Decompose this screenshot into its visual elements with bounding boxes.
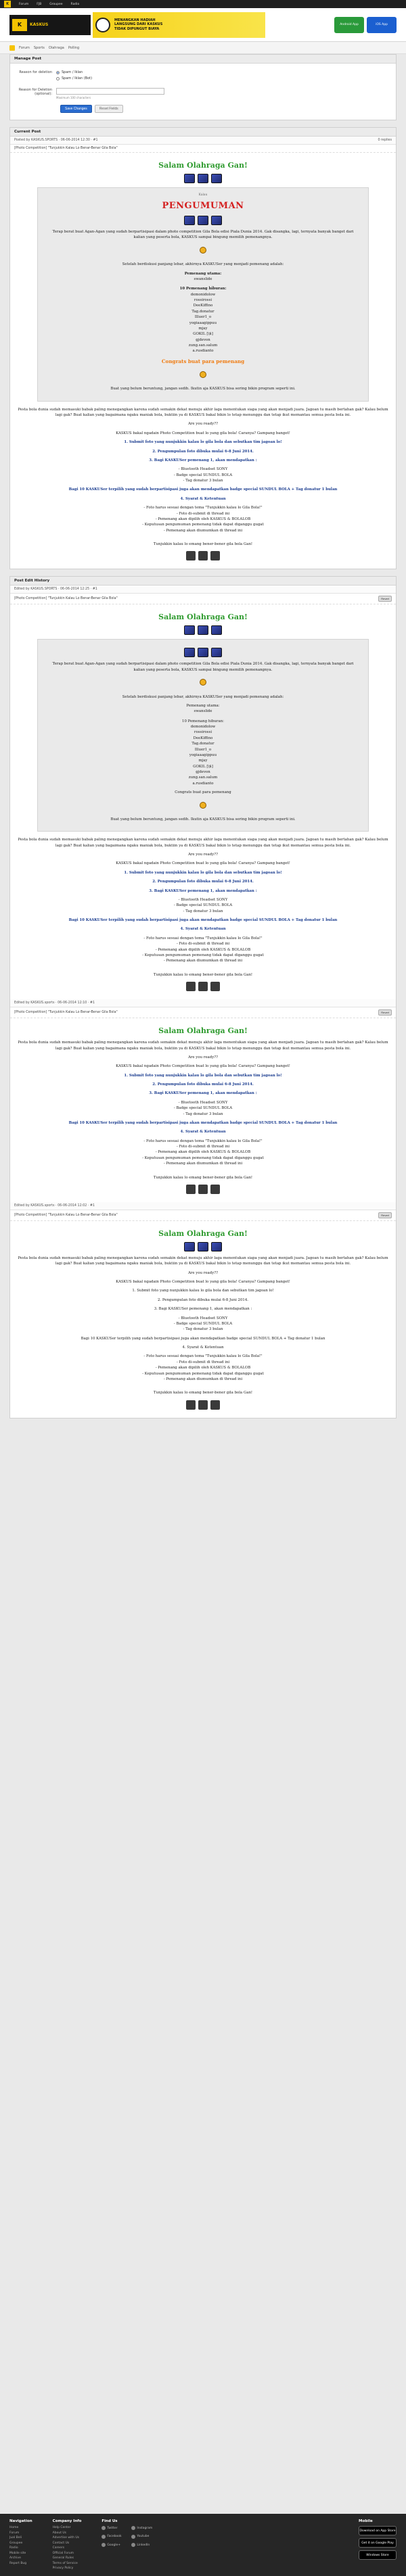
rule-5c: - Pemenang akan dipilih oleh KASKUS & BOLALOB xyxy=(155,517,251,521)
winner-name: gjdevon xyxy=(196,770,210,775)
footer-link[interactable]: Help Center xyxy=(52,2526,71,2529)
closing-text: Tunjukkin kalau lo emang bener-bener gila bola Gan! xyxy=(153,1175,253,1180)
reason-option: Spam / Iklan (Bot) xyxy=(62,76,93,80)
signature-image xyxy=(186,982,196,991)
winner-name: rossirossi xyxy=(194,730,212,735)
greeting-heading: Salam Olahraga Gan! xyxy=(158,1026,248,1036)
consolation-title: 10 Pemenang hiburan: xyxy=(182,719,224,723)
rule-3a: - Bluetooth Headset SONY xyxy=(178,897,228,902)
team-logo xyxy=(211,1242,222,1251)
panel-title: Manage Post xyxy=(10,55,396,64)
rule-5c: - Pemenang akan dipilih oleh KASKUS & BOLALOB xyxy=(155,1150,251,1155)
rule-5a: - Foto harus sesuai dengan tema "Tunjukkin kalau lo Gila Bola!" xyxy=(143,1354,263,1359)
social-googleplus[interactable]: Google+ xyxy=(102,2543,129,2547)
rule-2: 2. Pengumpulan foto dibuka mulai 6-8 Juni 2014. xyxy=(158,1297,248,1302)
breadcrumb-item[interactable]: Polling xyxy=(68,45,80,50)
body-paragraph: Pesta bola dunia sudah memasuki babak paling menegangkan karena sudah semakin dekat menuju akhir laga menentukan siapa yang akan menjadi juara. Jagoan tu masih bertahan gak? Kalau belum lagi gak? Buat kalian yang bagaimana ngaku maniak bola, buktiin ya di KASKUS bakal bikin lo tetap menunggu dan tetap ikut memantau semua pesta bola ini. xyxy=(18,838,388,848)
rule-3: 3. Bagi KASKUSer pemenang 1, akan mendapatkan : xyxy=(149,458,257,462)
winner-name: Tag.donatur xyxy=(191,309,215,314)
rule-3c: - Tag donatur 3 bulan xyxy=(183,909,223,913)
post-replies: 0 replies xyxy=(378,139,392,142)
footer-link[interactable]: Report Bug xyxy=(9,2561,27,2565)
rule-2: 2. Pengumpulan foto dibuka mulai 6-8 Juni 2014. xyxy=(152,1082,254,1087)
footer-link[interactable]: Groupee xyxy=(9,2541,23,2545)
footer-heading: Company Info xyxy=(52,2519,82,2523)
ready-text: Are you ready?? xyxy=(187,1055,219,1059)
team-logo xyxy=(211,174,222,183)
rule-5a: - Foto harus sesuai dengan tema "Tunjukkin kalau lo Gila Bola!" xyxy=(143,1139,263,1143)
winner-name: DeeKiffino xyxy=(193,304,213,308)
history-subject: [Photo Competition] "Tunjukkin Kalau Lo Benar-Benar Gila Bola" xyxy=(14,597,118,601)
winner-name: mjay xyxy=(198,326,208,331)
ready-text-2: KASKUS bakal ngadain Photo Competition buat lo yang gila bola! Caranya? Gampang banget! xyxy=(116,1280,290,1285)
team-logo xyxy=(184,174,195,183)
footer-heading: Mobile xyxy=(359,2519,373,2523)
current-post-panel xyxy=(9,127,397,569)
ready-text: Are you ready?? xyxy=(187,422,219,427)
footer-link[interactable]: Privacy Policy xyxy=(52,2567,74,2570)
footer-link[interactable]: Radio xyxy=(9,2546,18,2550)
winner-name: yogiaaagippuu xyxy=(189,320,217,325)
signature-image xyxy=(198,982,208,991)
rule-3b: - Badge special SUNDUL BOLA xyxy=(173,1106,233,1111)
rule-4: Bagi 10 KASKUSer terpilih yang sudah berpartisipasi juga akan mendapatkan badge special SUNDUL BOLA + Tag donatur 1 bulan xyxy=(68,918,338,923)
main-winner-name: swanslide xyxy=(194,277,212,281)
soccer-ball-icon xyxy=(95,18,110,32)
revert-button[interactable]: Revert xyxy=(378,596,392,602)
announcement-box xyxy=(37,187,369,402)
main-winner-title: Pemenang utama: xyxy=(184,271,222,276)
team-logo xyxy=(198,216,208,225)
team-logo xyxy=(184,648,195,657)
outro-text: Buat yang belum beruntung, jangan sedih. Ikutin aja KASKUS bisa sering bikin program seperti ini. xyxy=(110,387,296,391)
rule-3b: - Badge special SUNDUL BOLA xyxy=(173,473,233,477)
rule-3: 3. Bagi KASKUSer pemenang 1, akan mendapatkan : xyxy=(149,888,257,893)
brand-mark: K xyxy=(12,19,27,31)
winner-name: GOKIL [\$] xyxy=(193,764,213,769)
team-logo xyxy=(184,1242,195,1251)
footer-link[interactable]: Forum xyxy=(9,2531,20,2535)
android-app-badge[interactable]: Android App xyxy=(334,17,364,33)
breadcrumb-item[interactable]: Forum xyxy=(19,45,30,50)
winner-name: yogiaaagippuu xyxy=(189,753,217,757)
rule-5a: - Foto harus sesuai dengan tema "Tunjukkin kalau lo Gila Bola!" xyxy=(143,936,263,940)
signature-image xyxy=(210,1400,220,1410)
revert-button[interactable]: Revert xyxy=(378,1009,392,1016)
footer-link[interactable]: Advertise with Us xyxy=(52,2536,79,2539)
signature-image xyxy=(186,1185,196,1194)
rule-5b: - Foto di-submit di thread ini xyxy=(176,511,230,516)
windows-store-button[interactable]: Windows Store xyxy=(359,2550,397,2560)
reason-radio-bot[interactable] xyxy=(56,77,60,80)
twitter-icon xyxy=(102,2526,106,2530)
banner-line-1: MENANGKAN HADIAH xyxy=(114,18,156,22)
winner-name: zung.san.salum xyxy=(188,343,218,348)
announcement-title: PENGUMUMAN xyxy=(162,200,244,211)
rule-5d: - Keputusan pengumuman pemenang tidak dapat diganggu gugat xyxy=(142,953,264,957)
rule-3a: - Bluetooth Headset SONY xyxy=(178,1100,228,1105)
team-logo xyxy=(211,648,222,657)
footer-link[interactable]: Official Forum xyxy=(52,2551,74,2555)
team-logo xyxy=(211,216,222,225)
rule-5b: - Foto di-submit di thread ini xyxy=(176,1145,230,1149)
edit-history-panel xyxy=(9,576,397,1418)
signature-image xyxy=(198,551,208,560)
brand-logo[interactable] xyxy=(9,15,91,35)
linkedin-icon xyxy=(131,2543,135,2547)
social-youtube[interactable]: Youtube xyxy=(131,2535,158,2539)
footer-link[interactable]: Archive xyxy=(9,2556,21,2560)
winner-name: mjay xyxy=(198,759,208,763)
rule-5e: - Pemenang akan diumumkan di thread ini xyxy=(163,1162,243,1166)
site-footer xyxy=(0,2514,406,2576)
rule-5e: - Pemenang akan diumumkan di thread ini xyxy=(163,1377,243,1381)
smiley-icon xyxy=(200,247,206,254)
rule-3a: - Bluetooth Headset SONY xyxy=(178,1316,228,1320)
winner-name: demonidolow xyxy=(190,725,216,730)
smiley-icon xyxy=(200,802,206,809)
footer-link[interactable]: Contact Us xyxy=(52,2541,70,2545)
revert-button[interactable]: Revert xyxy=(378,1212,392,1218)
facebook-icon xyxy=(102,2535,106,2539)
signature-image xyxy=(198,1400,208,1410)
rule-1: 1. Submit foto yang nunjukkin kalau lo gila bola dan sebutkan tim jagoan lo! xyxy=(132,1289,274,1293)
footer-link[interactable]: Terms of Service xyxy=(52,2561,78,2565)
social-linkedin[interactable]: LinkedIn xyxy=(131,2543,158,2547)
rule-3b: - Badge special SUNDUL BOLA xyxy=(173,903,233,908)
rule-5: 4. Syarat & Ketentuan xyxy=(182,1345,224,1350)
announcement-intro: Terap berat buat Agan-Agan yang sudah berpartisipasi dalam photo competition Gila Bola edisi Piala Dunia 2014. Gak disangka, lagi, ternyata banyak banget dari kalian yang peserta bola, KASKUS sampai bingung memilih pemenangnya. xyxy=(52,230,354,240)
rule-3c: - Tag donatur 3 bulan xyxy=(183,1327,223,1332)
instagram-icon xyxy=(131,2526,135,2530)
deletion-hint: Maximum 100 characters xyxy=(56,96,91,99)
nav-groupee[interactable]: Groupee xyxy=(49,2,63,6)
rule-3c: - Tag donatur 3 bulan xyxy=(183,479,223,483)
winner-name: rossirossi xyxy=(194,298,212,303)
rule-2: 2. Pengumpulan foto dibuka mulai 6-8 Juni 2014. xyxy=(152,880,254,884)
googleplus-icon xyxy=(102,2543,106,2547)
footer-heading: Find Us xyxy=(102,2519,118,2523)
footer-link[interactable]: Home xyxy=(9,2526,19,2529)
congrats-text: Congrats buat para pemenang xyxy=(175,790,231,795)
ready-text-2: KASKUS bakal ngadain Photo Competition buat lo yang gila bola! Caranya? Gampang banget! xyxy=(116,1064,290,1069)
announcement-discussion: Setelah berdiskusi panjang lebar, akhirnya KASKUSer yang menjadi pemenang adalah: xyxy=(122,694,284,699)
post-meta: Posted by KASKUS.SPORTS · 06-06-2014 12:30 · #1 xyxy=(14,139,98,142)
rule-3: 3. Bagi KASKUSer pemenang 1, akan mendapatkan : xyxy=(154,1307,252,1312)
rule-4: Bagi 10 KASKUSer terpilih yang sudah berpartisipasi juga akan mendapatkan badge special SUNDUL BOLA + Tag donatur 1 bulan xyxy=(81,1336,325,1341)
site-header xyxy=(0,8,406,42)
promo-banner[interactable] xyxy=(93,12,265,38)
team-logo xyxy=(198,1242,208,1251)
greeting-heading: Salam Olahraga Gan! xyxy=(158,161,248,170)
kaskus-logo[interactable]: K xyxy=(4,1,11,7)
ios-app-badge[interactable]: iOS App xyxy=(367,17,397,33)
signature-image xyxy=(210,551,220,560)
body-paragraph: Pesta bola dunia sudah memasuki babak paling menegangkan karena sudah semakin dekat menuju akhir laga menentukan siapa yang akan menjadi juara. Jagoan tu masih bertahan gak? Kalau belum lagi gak? Buat kalian yang bagaimana ngaku maniak bola, buktiin ya di KASKUS bakal bikin lo tetap menunggu dan tetap ikut memantau semua pesta bola ini. xyxy=(18,1256,388,1266)
main-winner-title: Pemenang utama: xyxy=(186,703,220,708)
logo-row xyxy=(17,174,389,183)
rule-5d: - Keputusan pengumuman pemenang tidak dapat diganggu gugat xyxy=(142,523,264,527)
rule-3c: - Tag donatur 3 bulan xyxy=(183,1112,223,1116)
rule-1: 1. Submit foto yang nunjukkin kalau lo gila bola dan sebutkan tim jagoan lo! xyxy=(124,440,282,445)
announcement-intro: Terap berat buat Agan-Agan yang sudah berpartisipasi dalam photo competition Gila Bola edisi Piala Dunia 2014. Gak disangka, lagi, ternyata banyak banget dari kalian yang peserta bola, KASKUS sampai bingung memilih pemenangnya. xyxy=(52,662,354,672)
nav-radio[interactable]: Radio xyxy=(70,2,80,6)
nav-fjb[interactable]: FJB xyxy=(37,2,42,6)
ready-text-2: KASKUS bakal ngadain Photo Competition buat lo yang gila bola! Caranya? Gampang banget! xyxy=(116,431,290,435)
winner-name: Tag.donatur xyxy=(191,742,215,746)
rule-3b: - Badge special SUNDUL BOLA xyxy=(173,1321,233,1326)
rule-3a: - Bluetooth Headset SONY xyxy=(178,467,228,472)
small-heading: Kalau xyxy=(198,193,208,197)
closing-text: Tunjukkin kalau lo emang bener-bener gila bola Gan! xyxy=(153,972,253,977)
social-twitter[interactable]: Twitter xyxy=(102,2526,129,2530)
winner-name: gjdevon xyxy=(196,337,210,342)
banner-line-3: TIDAK DIPUNGUT BIAYA xyxy=(114,26,160,31)
smiley-icon xyxy=(200,371,206,378)
rule-5e: - Pemenang akan diumumkan di thread ini xyxy=(163,959,243,963)
footer-link[interactable]: Mobile site xyxy=(9,2551,26,2555)
closing-text: Tunjukkin kalau lo emang bener-bener gila bola Gan! xyxy=(153,1391,253,1396)
google-play-button[interactable]: Get it on Google Play xyxy=(359,2538,397,2548)
team-logo xyxy=(184,216,195,225)
rule-5c: - Pemenang akan dipilih oleh KASKUS & BOLALOB xyxy=(155,947,251,952)
app-store-button[interactable]: Download on App Store xyxy=(359,2526,397,2535)
ready-text: Are you ready?? xyxy=(187,853,219,857)
team-logo xyxy=(198,648,208,657)
history-subject: [Photo Competition] "Tunjukkin Kalau Lo Benar-Benar Gila Bola" xyxy=(14,1213,118,1217)
signature-image xyxy=(210,1185,220,1194)
history-subject: [Photo Competition] "Tunjukkin Kalau Lo Benar-Benar Gila Bola" xyxy=(14,1011,118,1015)
deletion-reason-input[interactable] xyxy=(56,88,164,95)
body-paragraph: Pesta bola dunia sudah memasuki babak paling menegangkan karena sudah semakin dekat menuju akhir laga menentukan siapa yang akan menjadi juara. Jagoan tu masih bertahan gak? Kalau belum lagi gak? Buat kalian yang bagaimana ngaku maniak bola, buktiin ya di KASKUS bakal bikin lo tetap menunggu dan tetap ikut memantau semua pesta bola ini. xyxy=(18,1041,388,1051)
history-meta: Edited by KASKUS.sports · 06-06-2014 12:10 · #1 xyxy=(14,1001,95,1005)
history-meta: Edited by KASKUS.SPORTS · 06-06-2014 12:25 · #1 xyxy=(14,588,97,592)
save-changes-button[interactable]: Save Changes xyxy=(60,105,92,113)
footer-link[interactable]: Careers xyxy=(52,2546,65,2550)
winner-name: DeeKiffino xyxy=(193,736,213,740)
footer-link[interactable]: Jual Beli xyxy=(9,2536,22,2539)
ready-text-2: KASKUS bakal ngadain Photo Competition buat lo yang gila bola! Caranya? Gampang banget! xyxy=(116,861,290,866)
rule-5: 4. Syarat & Ketentuan xyxy=(180,496,226,501)
ready-text: Are you ready?? xyxy=(187,1270,219,1275)
announcement-box xyxy=(37,639,369,832)
rule-1: 1. Submit foto yang nunjukkin kalau lo gila bola dan sebutkan tim jagoan lo! xyxy=(124,870,282,875)
breadcrumb-item[interactable]: Olahraga xyxy=(48,45,64,50)
footer-link[interactable]: General Rules xyxy=(52,2556,74,2560)
reason-radio-spam[interactable] xyxy=(56,71,60,74)
rule-4: Bagi 10 KASKUSer terpilih yang sudah berpartisipasi juga akan mendapatkan badge special SUNDUL BOLA + Tag donatur 1 bulan xyxy=(68,1120,338,1125)
winner-name: Illuer1_o xyxy=(194,315,212,320)
manage-post-panel xyxy=(9,54,397,120)
rule-5d: - Keputusan pengumuman pemenang tidak dapat diganggu gugat xyxy=(142,1155,264,1160)
panel-title: Post Edit History xyxy=(10,577,396,586)
panel-title: Current Post xyxy=(10,128,396,137)
outro-text: Buat yang belum beruntung, jangan sedih. Ikutin aja KASKUS bisa sering bikin program seperti ini. xyxy=(110,817,296,821)
post-subject: [Photo Competition] "Tunjukkin Kalau Lo Benar-Benar Gila Bola" xyxy=(14,147,118,150)
team-logo xyxy=(198,625,208,635)
rule-5: 4. Syarat & Ketentuan xyxy=(180,927,226,932)
team-logo xyxy=(211,625,222,635)
rule-3: 3. Bagi KASKUSer pemenang 1, akan mendapatkan : xyxy=(149,1091,257,1096)
top-navigation xyxy=(0,0,406,8)
smiley-icon xyxy=(200,679,206,686)
rule-5e: - Pemenang akan diumumkan di thread ini xyxy=(163,528,243,533)
winner-name: demonidolow xyxy=(190,292,216,297)
closing-text: Tunjukkin kalau lo emang bener-bener gila bola Gan! xyxy=(153,542,253,547)
social-facebook[interactable]: Facebook xyxy=(102,2535,129,2539)
footer-link[interactable]: About Us xyxy=(52,2531,67,2535)
home-icon[interactable] xyxy=(9,45,15,51)
team-logo xyxy=(184,625,195,635)
rule-5a: - Foto harus sesuai dengan tema "Tunjukkin kalau lo Gila Bola!" xyxy=(143,506,263,510)
history-meta: Edited by KASKUS.sports · 06-06-2014 12:02 · #1 xyxy=(14,1203,95,1208)
reason-label: Reason for deletion xyxy=(19,70,52,74)
rule-4: Bagi 10 KASKUSer terpilih yang sudah berpartisipasi juga akan mendapatkan badge special SUNDUL BOLA + Tag donatur 1 bulan xyxy=(68,487,338,492)
signature-image xyxy=(186,1400,196,1410)
rule-5b: - Foto di-submit di thread ini xyxy=(176,1360,230,1364)
social-instagram[interactable]: Instagram xyxy=(131,2526,158,2530)
rule-5d: - Keputusan pengumuman pemenang tidak dapat diganggu gugat xyxy=(142,1371,264,1376)
footer-heading: Navigation xyxy=(9,2519,32,2523)
team-logo xyxy=(198,174,208,183)
greeting-heading: Salam Olahraga Gan! xyxy=(158,613,248,622)
reset-fields-button[interactable]: Reset Fields xyxy=(95,105,123,113)
signature-image xyxy=(210,982,220,991)
breadcrumb-item[interactable]: Sports xyxy=(33,45,45,50)
greeting-heading: Salam Olahraga Gan! xyxy=(158,1229,248,1238)
reason-option: Spam / Iklan xyxy=(62,70,83,74)
winner-name: zung.san.salum xyxy=(188,776,218,780)
banner-line-2: LANGSUNG DARI KASKUS xyxy=(114,22,163,27)
congrats-text: Congrats buat para pemenang xyxy=(161,358,245,364)
consolation-title: 10 Pemenang hiburan: xyxy=(179,287,227,291)
main-winner-name: swanslide xyxy=(194,709,212,714)
winner-name: Illuer1_o xyxy=(194,747,212,752)
rule-5c: - Pemenang akan dipilih oleh KASKUS & BOLALOB xyxy=(155,1366,251,1370)
signature-image xyxy=(198,1185,208,1194)
announcement-discussion: Setelah berdiskusi panjang lebar, akhirnya KASKUSer yang menjadi pemenang adalah: xyxy=(122,262,284,267)
rule-2: 2. Pengumpulan foto dibuka mulai 6-8 Juni 2014. xyxy=(152,449,254,454)
rule-5: 4. Syarat & Ketentuan xyxy=(180,1130,226,1135)
winner-name: a.rusdianto xyxy=(192,349,214,354)
rule-5b: - Foto di-submit di thread ini xyxy=(176,942,230,947)
brand-text: KASKUS xyxy=(30,22,49,27)
winner-name: GOKIL [\$] xyxy=(193,332,213,337)
rule-1: 1. Submit foto yang nunjukkin kalau lo gila bola dan sebutkan tim jagoan lo! xyxy=(124,1073,282,1078)
nav-forum[interactable]: Forum xyxy=(19,2,29,6)
youtube-icon xyxy=(131,2535,135,2539)
signature-image xyxy=(186,551,196,560)
winner-name: a.rusdianto xyxy=(192,781,214,786)
body-paragraph: Pesta bola dunia sudah memasuki babak paling menegangkan karena sudah semakin dekat menuju akhir laga menentukan siapa yang akan menjadi juara. Jagoan tu masih bertahan gak? Kalau belum lagi gak? Buat kalian yang bagaimana ngaku maniak bola, buktiin ya di KASKUS bakal bikin lo tetap menunggu dan tetap ikut memantau semua pesta bola ini. xyxy=(18,407,388,418)
breadcrumb xyxy=(0,42,406,54)
deletion-label: Reason for Deletion (optional): xyxy=(18,88,52,96)
